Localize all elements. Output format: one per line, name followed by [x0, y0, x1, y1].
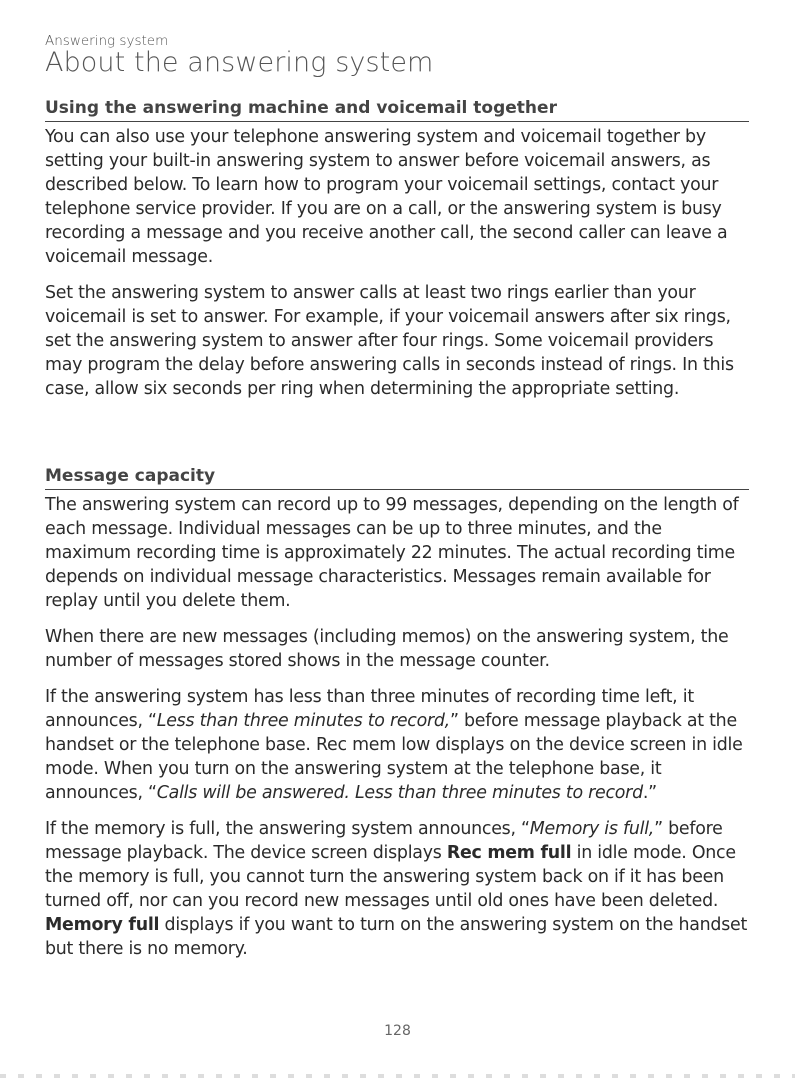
section-message-capacity: [45, 465, 749, 961]
page-edge-divider: [0, 1074, 795, 1078]
paragraph-low-memory: [45, 685, 749, 805]
paragraph: When there are new messages (including memos) on the answering system, the number of messages stored shows in the message counter.: [45, 627, 729, 671]
announcement-text: Memory is full,: [529, 819, 655, 839]
paragraph: You can also use your telephone answering system and voicemail together by setting your built-in answering system to answer before voicemail answers, as described below. To learn how to program your voicemail settings, contact your telephone service provider. If you are on a call, or the answering system is busy recording a message and you receive another call, the second caller can leave a voicemail message.: [45, 127, 728, 267]
text-run: .”: [642, 783, 657, 803]
text-run: If the memory is full, the answering system announces, “: [45, 819, 530, 839]
announcement-text: Calls will be answered. Less than three minutes to record: [156, 783, 643, 803]
paragraph-memory-full: [45, 817, 749, 961]
text-run: ” before message playback at the handset or the telephone base. Rec mem low displays on the device screen in idle mode. When you turn on the answering system at the telephone base, it announces, “: [45, 711, 743, 803]
paragraph: The answering system can record up to 99 messages, depending on the length of each message. Individual messages can be up to three minutes, and the maximum recording time is approximately 22 minutes. The actual recording time depends on individual message characteristics. Messages remain available for replay until you delete them.: [45, 495, 739, 611]
paragraph: Set the answering system to answer calls at least two rings earlier than your voicemail is set to answer. For example, if your voicemail answers after six rings, set the answering system to answer after four rings. Some voicemail providers may program the delay before answering calls in seconds instead of rings. In this case, allow six seconds per ring when determining the appropriate setting.: [45, 283, 734, 399]
section-voicemail-together: [45, 97, 749, 401]
text-run: in idle mode. Once the memory is full, you cannot turn the answering system back on if it has been turned off, nor can you record new messages until old ones have been deleted.: [45, 843, 736, 911]
screen-message-text: Rec mem full: [446, 843, 572, 863]
section-heading: Message capacity: [45, 465, 749, 490]
section-heading: Using the answering machine and voicemail together: [45, 97, 749, 122]
text-run: ” before message playback. The device screen displays: [45, 819, 723, 863]
page-title: About the answering system: [45, 47, 434, 78]
text-run: displays if you want to turn on the answering system on the handset but there is no memory.: [45, 915, 748, 959]
breadcrumb: Answering system: [45, 33, 169, 49]
announcement-text: Less than three minutes to record,: [156, 711, 450, 731]
text-run: If the answering system has less than three minutes of recording time left, it announces, “: [45, 687, 694, 731]
screen-message-text: Memory full: [45, 915, 160, 935]
page-number: 128: [384, 1023, 411, 1039]
